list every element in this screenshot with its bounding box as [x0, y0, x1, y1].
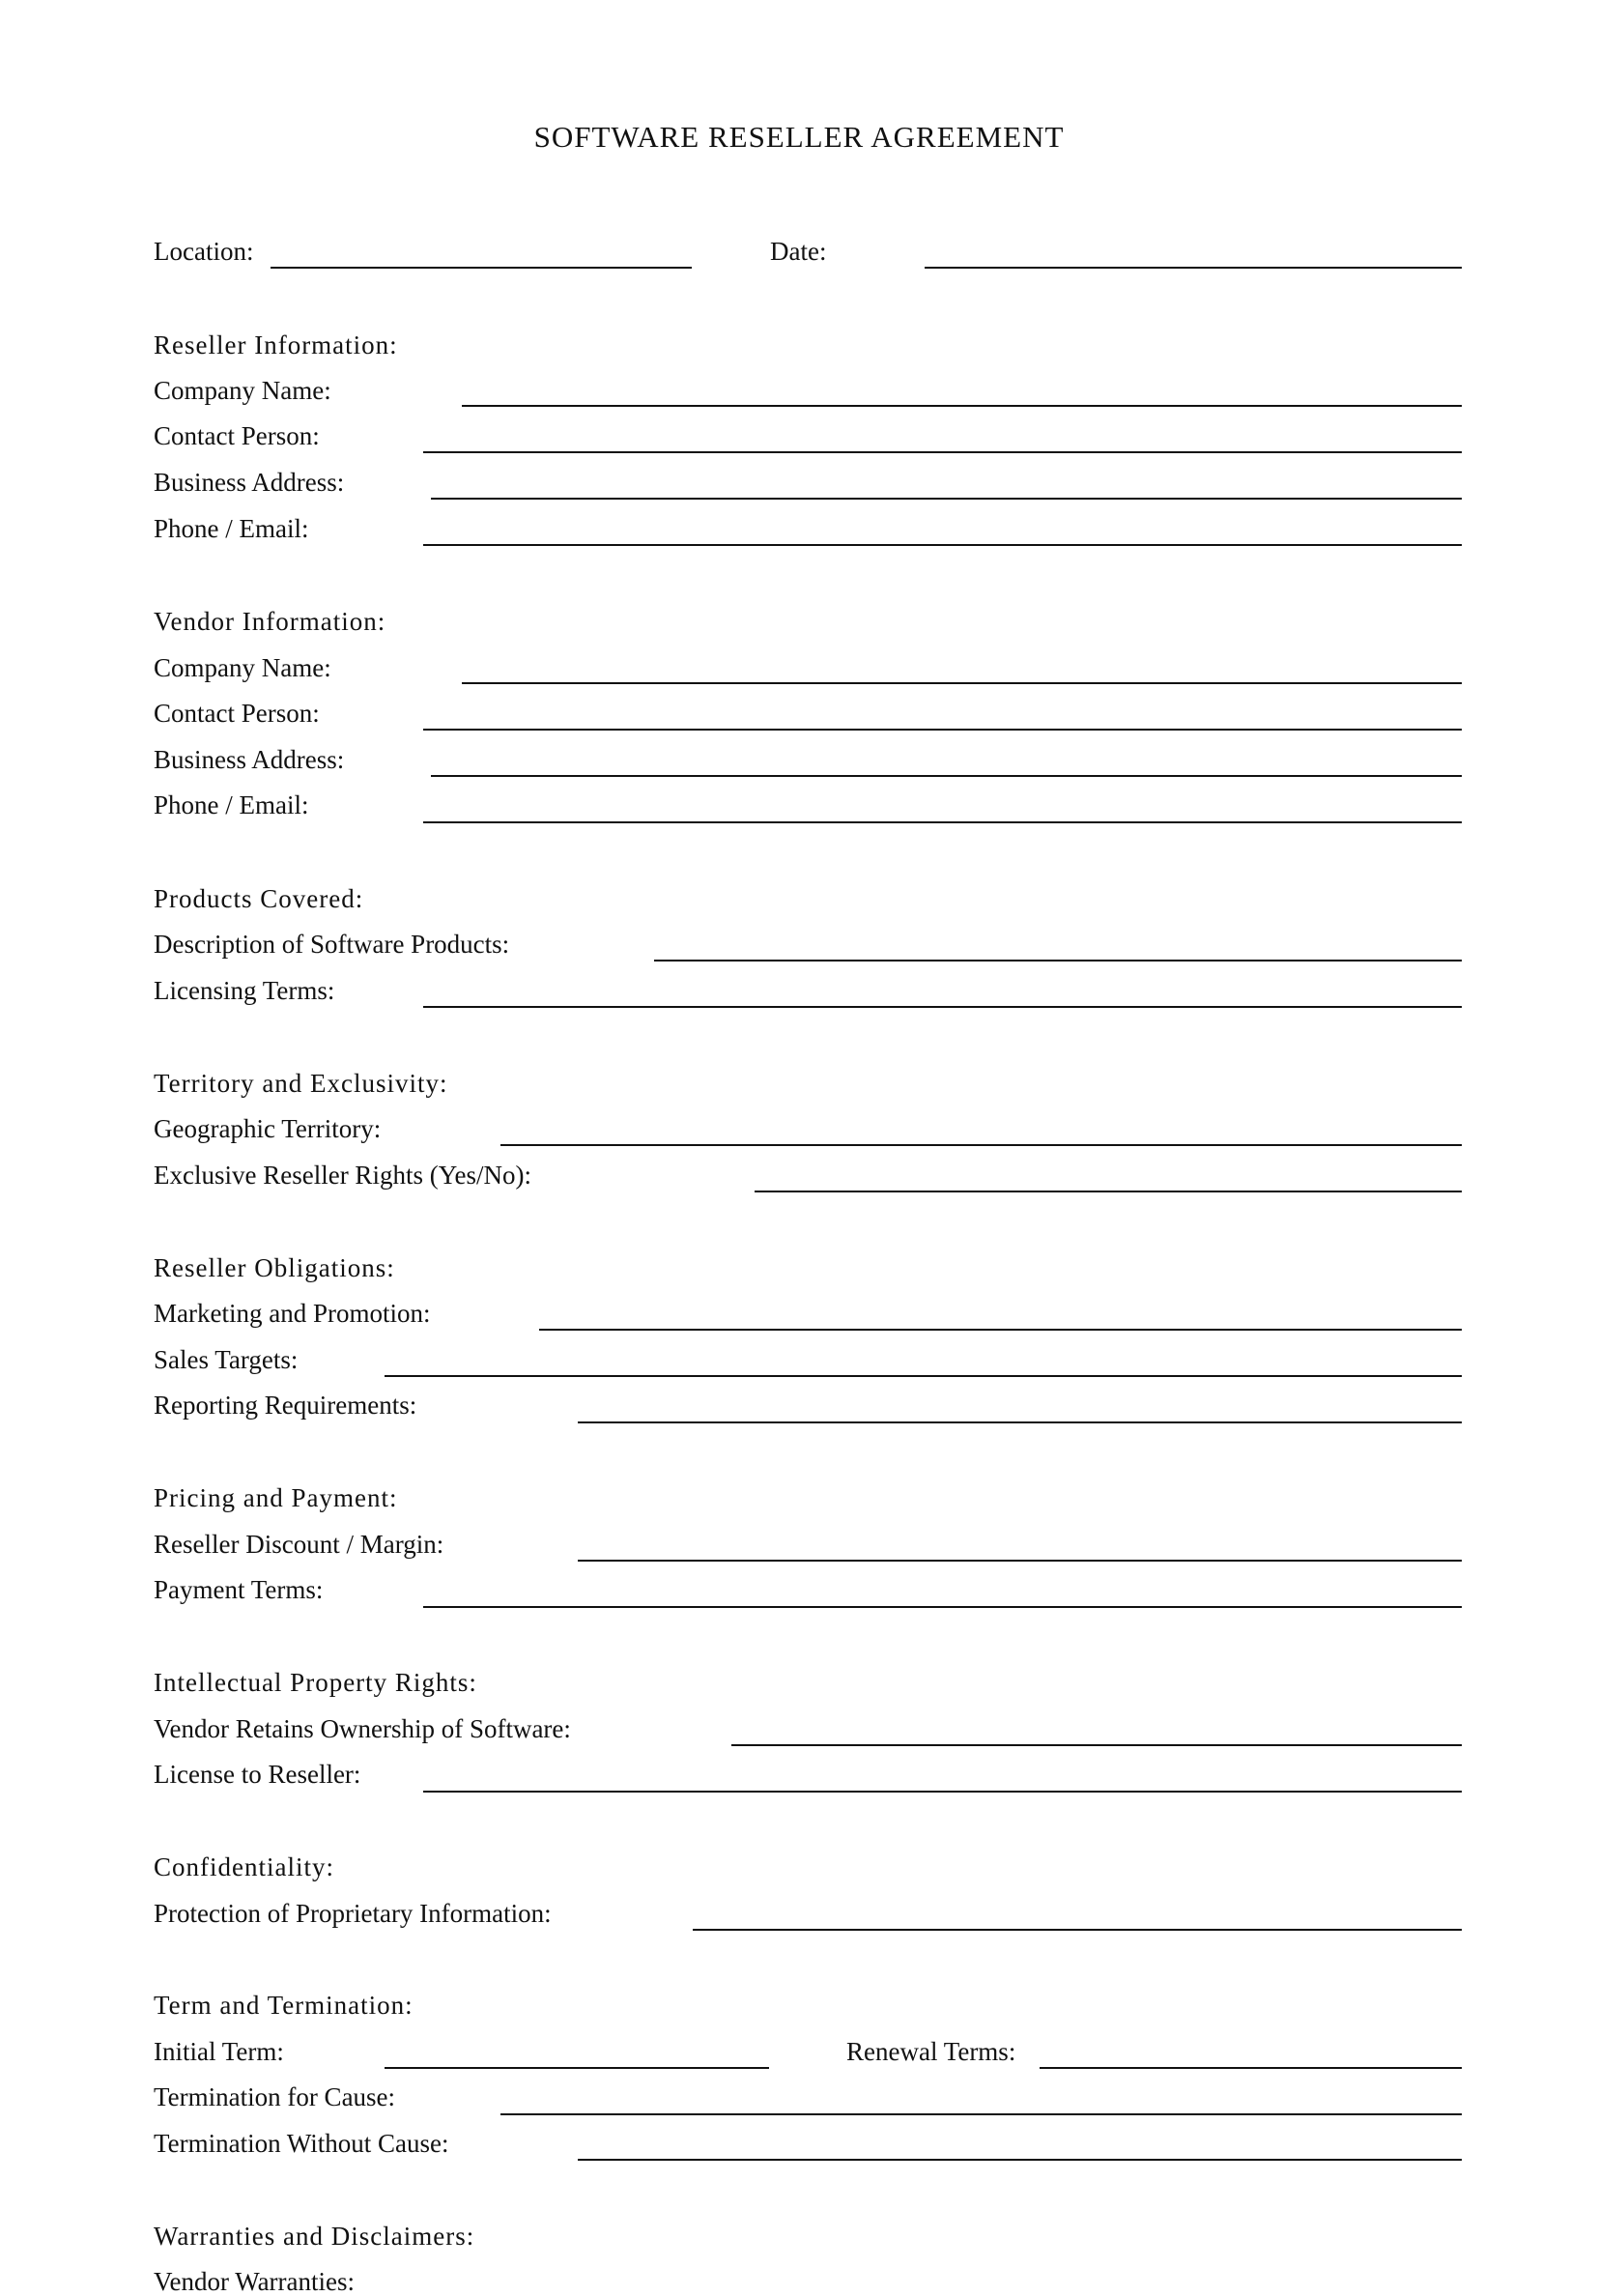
section-heading-confidentiality: Confidentiality: [154, 1852, 334, 1881]
section-heading-warranties-disclaimers: Warranties and Disclaimers: [154, 2222, 475, 2251]
termination-for-cause-label: Termination for Cause: [154, 2082, 396, 2111]
vendor-contact-person-label: Contact Person: [154, 699, 320, 728]
vendor-phone-email-label: Phone / Email: [154, 790, 309, 819]
renewal-terms-label: Renewal Terms: [846, 2037, 1016, 2066]
reporting-requirements-label: Reporting Requirements: [154, 1391, 417, 1420]
reseller-contact-person-label: Contact Person: [154, 421, 320, 450]
reseller-business-address-field[interactable] [431, 498, 1462, 500]
vendor-contact-person-field[interactable] [423, 729, 1462, 731]
geographic-territory-field[interactable] [500, 1144, 1462, 1146]
termination-for-cause-field[interactable] [500, 2113, 1462, 2115]
sales-targets-field[interactable] [385, 1375, 1462, 1377]
date-field[interactable] [925, 267, 1462, 269]
section-heading-products-covered: Products Covered: [154, 884, 364, 913]
marketing-promotion-field[interactable] [539, 1329, 1462, 1331]
marketing-promotion-label: Marketing and Promotion: [154, 1299, 431, 1328]
license-to-reseller-field[interactable] [423, 1791, 1462, 1793]
exclusive-rights-label: Exclusive Reseller Rights (Yes/No): [154, 1161, 531, 1190]
licensing-terms-field[interactable] [423, 1006, 1462, 1008]
renewal-terms-field[interactable] [1040, 2067, 1462, 2069]
exclusive-rights-field[interactable] [755, 1191, 1462, 1192]
reseller-business-address-label: Business Address: [154, 468, 345, 497]
section-heading-pricing-payment: Pricing and Payment: [154, 1483, 398, 1512]
vendor-company-name-field[interactable] [462, 682, 1462, 684]
vendor-business-address-field[interactable] [431, 775, 1462, 777]
termination-without-cause-label: Termination Without Cause: [154, 2129, 449, 2158]
reseller-company-name-field[interactable] [462, 405, 1462, 407]
section-heading-vendor-information: Vendor Information: [154, 607, 386, 636]
vendor-ownership-field[interactable] [731, 1744, 1462, 1746]
section-heading-intellectual-property: Intellectual Property Rights: [154, 1668, 477, 1697]
payment-terms-field[interactable] [423, 1606, 1462, 1608]
software-products-description-label: Description of Software Products: [154, 930, 510, 959]
reporting-requirements-field[interactable] [578, 1421, 1462, 1423]
sales-targets-label: Sales Targets: [154, 1345, 299, 1374]
proprietary-information-field[interactable] [693, 1929, 1462, 1931]
vendor-warranties-label: Vendor Warranties: [154, 2267, 356, 2296]
reseller-contact-person-field[interactable] [423, 451, 1462, 453]
software-products-description-field[interactable] [654, 960, 1462, 961]
reseller-discount-label: Reseller Discount / Margin: [154, 1530, 444, 1559]
vendor-company-name-label: Company Name: [154, 653, 331, 682]
reseller-discount-field[interactable] [578, 1560, 1462, 1562]
proprietary-information-label: Protection of Proprietary Information: [154, 1899, 552, 1928]
initial-term-label: Initial Term: [154, 2037, 284, 2066]
location-field[interactable] [271, 267, 692, 269]
vendor-ownership-label: Vendor Retains Ownership of Software: [154, 1714, 571, 1743]
reseller-phone-email-label: Phone / Email: [154, 514, 309, 543]
payment-terms-label: Payment Terms: [154, 1575, 324, 1604]
geographic-territory-label: Geographic Territory: [154, 1114, 382, 1143]
reseller-phone-email-field[interactable] [423, 544, 1462, 546]
section-heading-reseller-obligations: Reseller Obligations: [154, 1253, 395, 1282]
license-to-reseller-label: License to Reseller: [154, 1760, 361, 1789]
section-heading-reseller-information: Reseller Information: [154, 330, 398, 359]
section-heading-territory-exclusivity: Territory and Exclusivity: [154, 1069, 448, 1098]
document-title: SOFTWARE RESELLER AGREEMENT [533, 120, 1065, 154]
date-label: Date: [770, 237, 827, 266]
section-heading-term-termination: Term and Termination: [154, 1991, 414, 2020]
termination-without-cause-field[interactable] [578, 2159, 1462, 2161]
location-label: Location: [154, 237, 254, 266]
licensing-terms-label: Licensing Terms: [154, 976, 335, 1005]
reseller-company-name-label: Company Name: [154, 376, 331, 405]
initial-term-field[interactable] [385, 2067, 769, 2069]
vendor-phone-email-field[interactable] [423, 821, 1462, 823]
vendor-business-address-label: Business Address: [154, 745, 345, 774]
